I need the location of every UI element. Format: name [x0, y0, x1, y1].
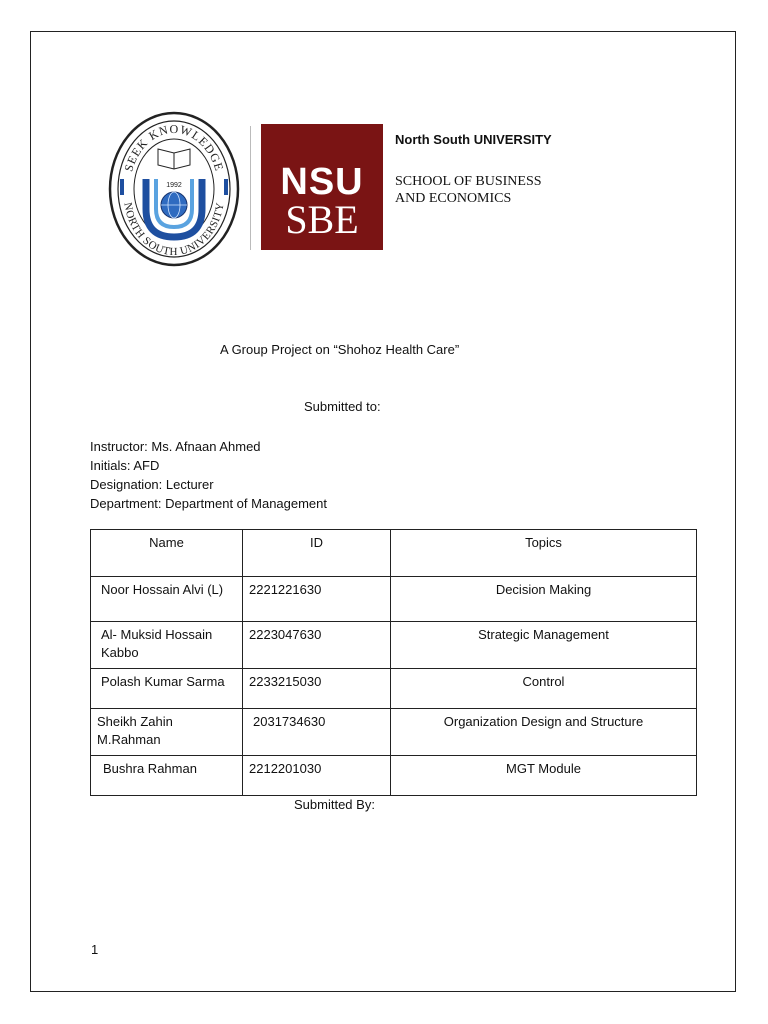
member-name: Sheikh Zahin M.Rahman	[91, 709, 243, 756]
instructor-initials: Initials: AFD	[90, 458, 160, 473]
table-row	[91, 709, 697, 756]
instructor-name: Instructor: Ms. Afnaan Ahmed	[90, 439, 261, 454]
member-id: 2223047630	[243, 622, 391, 669]
table-header-row	[91, 530, 697, 577]
member-topic: Control	[391, 669, 697, 709]
logo-divider	[250, 126, 251, 250]
member-id: 2031734630	[243, 709, 391, 756]
header-topics: Topics	[391, 530, 697, 577]
table-row	[91, 756, 697, 796]
header-name: Name	[91, 530, 243, 577]
table-row	[91, 622, 697, 669]
submitted-to-label: Submitted to:	[304, 399, 381, 414]
university-name: North South UNIVERSITY	[395, 132, 552, 147]
nsu-seal-logo	[106, 109, 242, 269]
instructor-designation: Designation: Lecturer	[90, 477, 214, 492]
members-table	[90, 529, 697, 796]
seal-year: 1992	[166, 182, 182, 189]
header-id: ID	[243, 530, 391, 577]
member-topic: MGT Module	[391, 756, 697, 796]
member-topic: Organization Design and Structure	[391, 709, 697, 756]
nsu-sbe-logo	[261, 124, 383, 250]
table-row	[91, 669, 697, 709]
member-id: 2233215030	[243, 669, 391, 709]
member-topic: Decision Making	[391, 577, 697, 622]
table-row	[91, 577, 697, 622]
instructor-department: Department: Department of Management	[90, 496, 328, 511]
submitted-by-label: Submitted By:	[294, 797, 375, 812]
member-name: Bushra Rahman	[91, 756, 243, 796]
seal-top-text: SEEK KNOWLEDGE	[121, 121, 227, 174]
logo-sbe-text: SBE	[285, 197, 359, 242]
seal-bottom-text: NORTH SOUTH UNIVERSITY	[121, 201, 227, 259]
member-name: Noor Hossain Alvi (L)	[91, 577, 243, 622]
member-topic: Strategic Management	[391, 622, 697, 669]
school-name: SCHOOL OF BUSINESS AND ECONOMICS	[395, 174, 542, 206]
member-id: 2212201030	[243, 756, 391, 796]
logo-nsu-text: NSU	[280, 161, 364, 203]
instructor-info	[90, 437, 327, 513]
member-id: 2221221630	[243, 577, 391, 622]
member-name: Polash Kumar Sarma	[91, 669, 243, 709]
page-number: 1	[91, 942, 99, 957]
member-name: Al- Muksid Hossain Kabbo	[91, 622, 243, 669]
project-title: A Group Project on “Shohoz Health Care”	[220, 342, 460, 357]
